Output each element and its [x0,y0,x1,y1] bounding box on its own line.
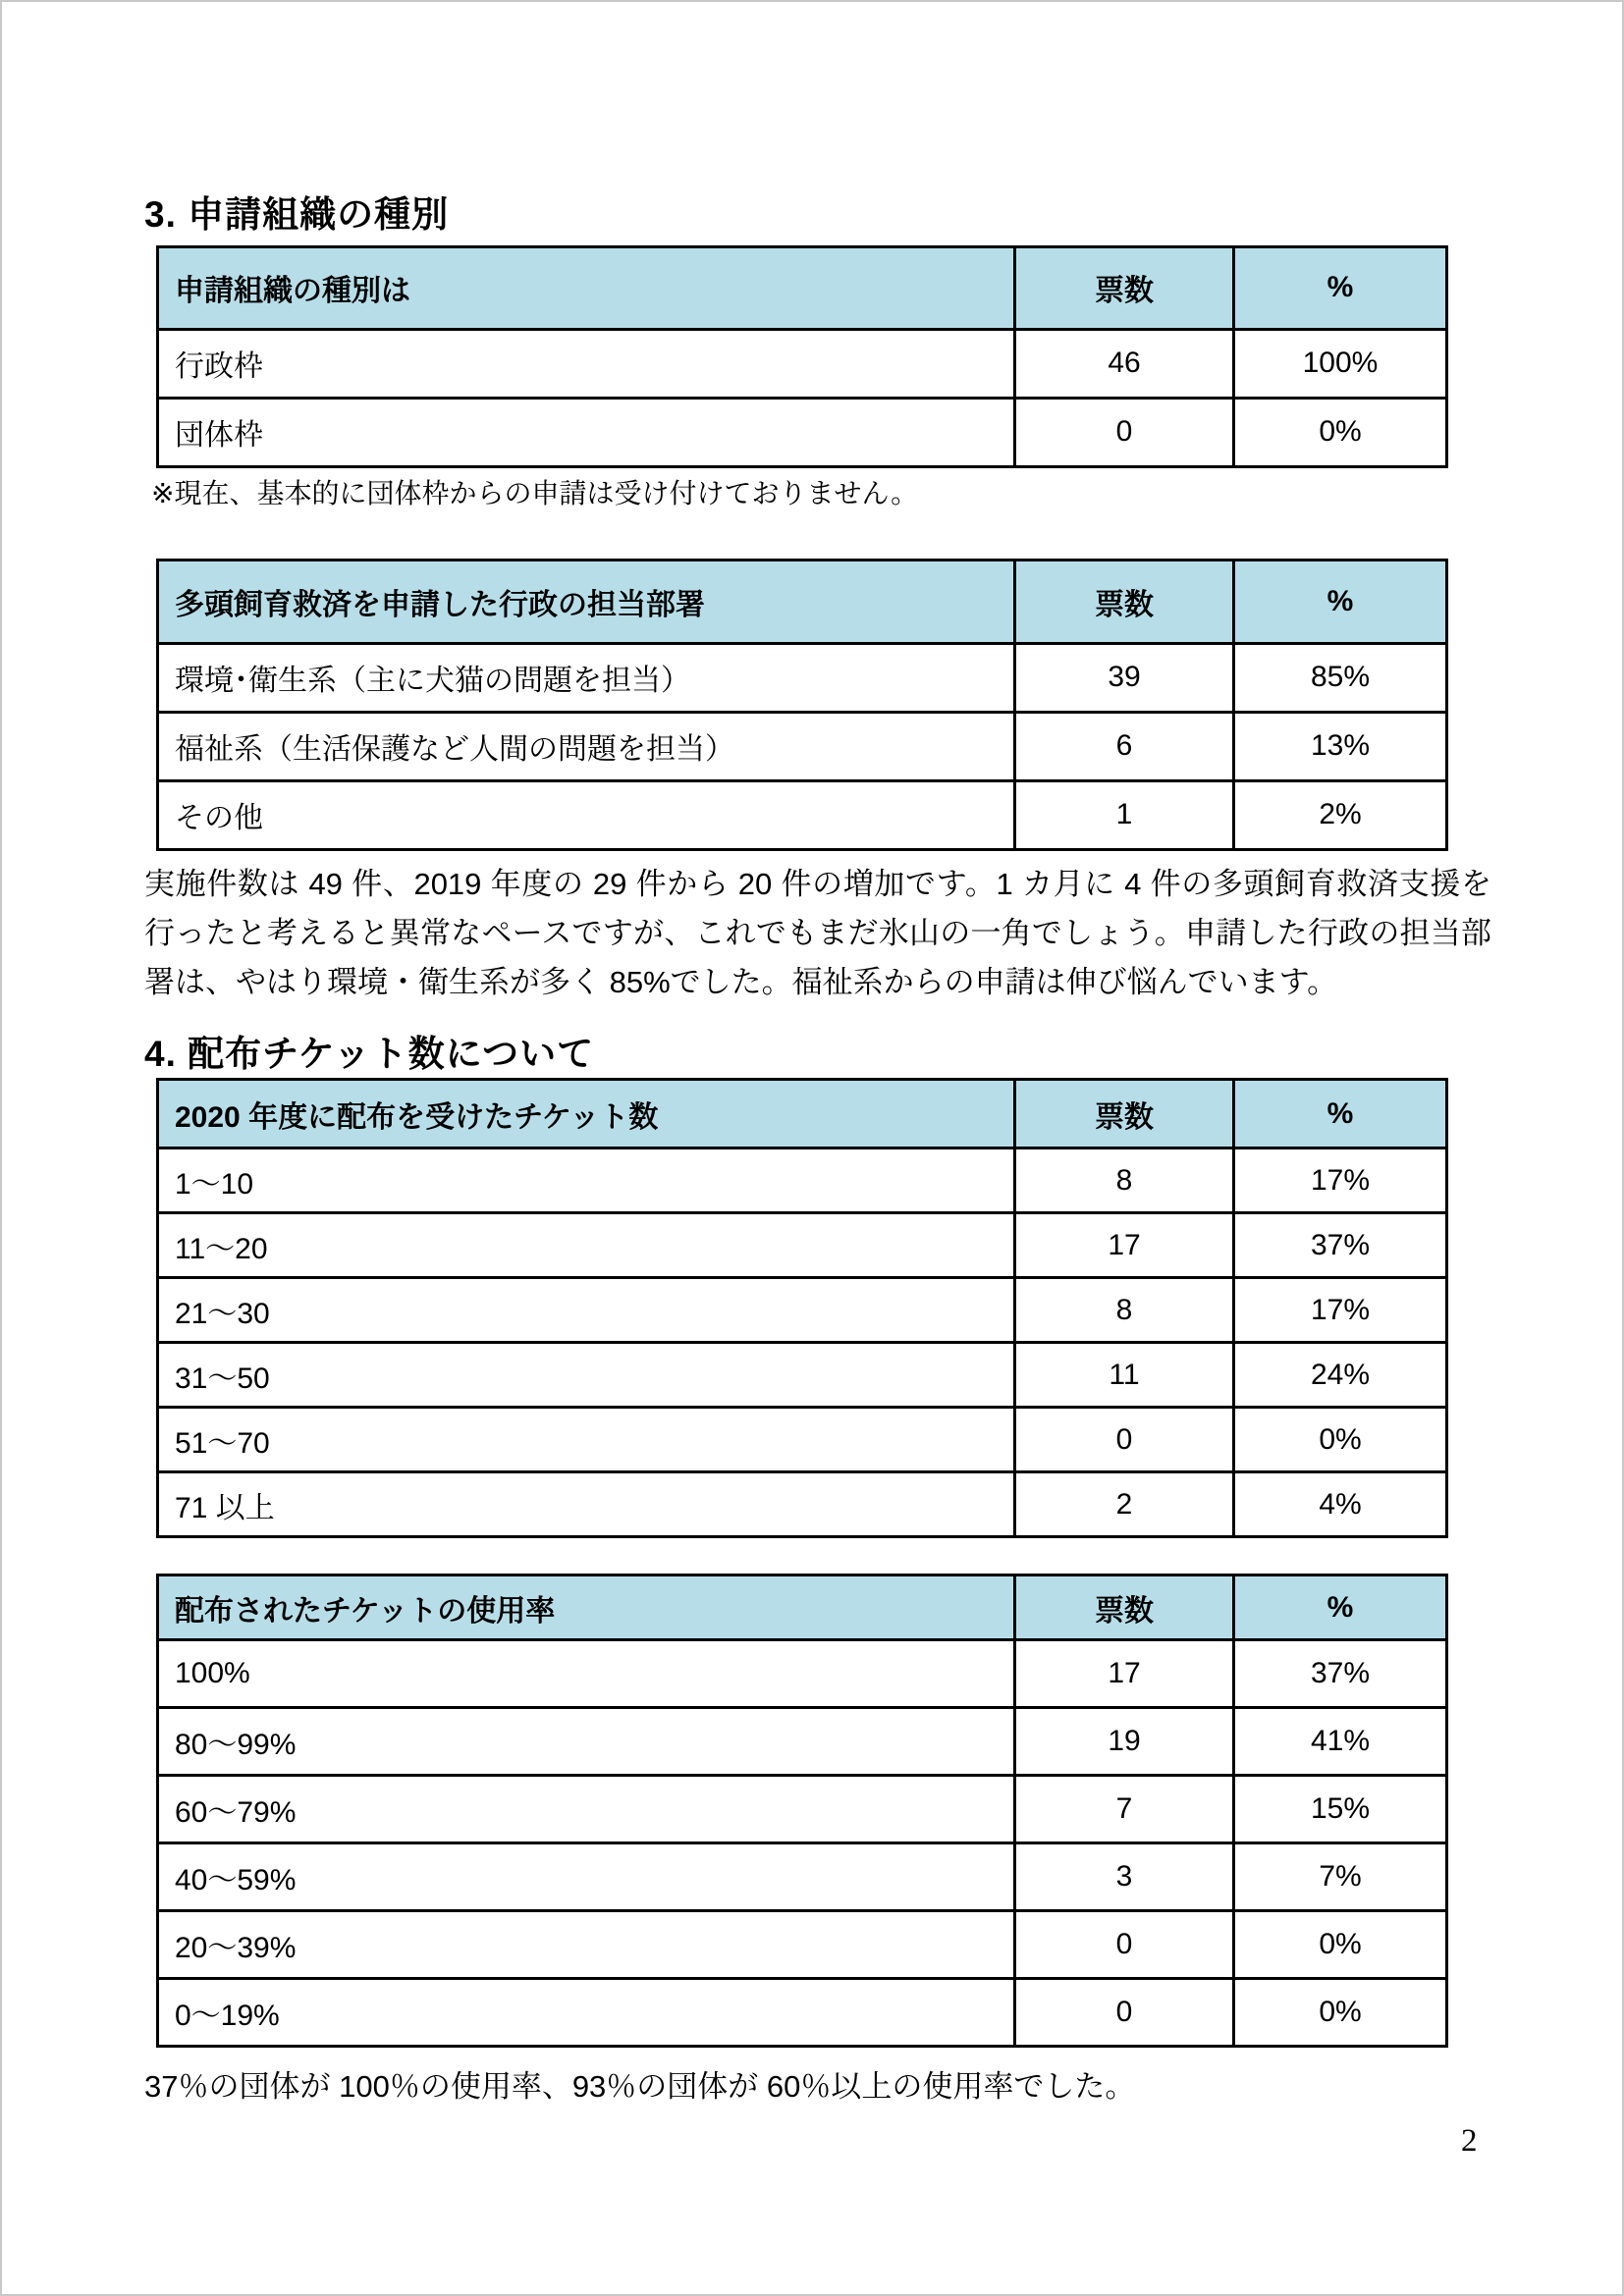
row-label-cell: 21～30 [158,1278,1015,1343]
table-header-row [158,1080,1447,1148]
percent-cell: 0% [1234,1911,1447,1979]
section3-heading: 3. 申請組織の種別 [144,194,450,235]
table-row [158,1408,1447,1472]
votes-cell: 19 [1015,1708,1234,1776]
usage-table [156,1574,1448,2048]
percent-cell: 7% [1234,1843,1447,1911]
row-label-cell: 0～19% [158,1979,1015,2047]
votes-cell: 8 [1015,1278,1234,1343]
department-table-title: 多頭飼育救済を申請した行政の担当部署 [158,560,1015,643]
percent-column-header: % [1234,560,1447,643]
votes-cell: 11 [1015,1343,1234,1408]
percent-cell: 37% [1234,1640,1447,1708]
table-row [158,1640,1447,1708]
table-row [158,1213,1447,1278]
table-row [158,1278,1447,1343]
percent-cell: 100% [1234,329,1447,398]
table-row [158,780,1447,849]
type-table-note: ※現在、基本的に団体枠からの申請は受け付けておりません。 [151,477,919,508]
row-label-cell: 71 以上 [158,1472,1015,1537]
page-number: 2 [1461,2123,1478,2159]
section4-heading: 4. 配布チケット数について [144,1033,595,1074]
percent-cell: 41% [1234,1708,1447,1776]
table-header-row [158,246,1447,329]
department-table [156,559,1448,851]
row-label-cell: その他 [158,780,1015,849]
table-header-row [158,1575,1447,1640]
type-table [156,245,1448,468]
percent-cell: 0% [1234,398,1447,466]
table-row [158,1472,1447,1537]
table-row [158,1343,1447,1408]
row-label-cell: 31～50 [158,1343,1015,1408]
votes-cell: 39 [1015,643,1234,712]
table-row [158,1708,1447,1776]
type-table-title: 申請組織の種別は [158,246,1015,329]
votes-cell: 0 [1015,398,1234,466]
votes-cell: 0 [1015,1979,1234,2047]
row-label-cell: 11～20 [158,1213,1015,1278]
votes-cell: 46 [1015,329,1234,398]
row-label-cell: 福祉系（生活保護など人間の問題を担当） [158,712,1015,780]
row-label-cell: 団体枠 [158,398,1015,466]
row-label-cell: 環境･衛生系（主に犬猫の問題を担当） [158,643,1015,712]
table-row [158,712,1447,780]
row-label-cell: 40～59% [158,1843,1015,1911]
row-label-cell: 51～70 [158,1408,1015,1472]
votes-cell: 6 [1015,712,1234,780]
table-row [158,1148,1447,1213]
percent-cell: 37% [1234,1213,1447,1278]
votes-cell: 8 [1015,1148,1234,1213]
percent-cell: 85% [1234,643,1447,712]
percent-cell: 24% [1234,1343,1447,1408]
votes-cell: 0 [1015,1408,1234,1472]
percent-cell: 0% [1234,1408,1447,1472]
tickets-table [156,1078,1448,1538]
votes-column-header: 票数 [1015,1080,1234,1148]
row-label-cell: 1～10 [158,1148,1015,1213]
votes-cell: 7 [1015,1776,1234,1843]
votes-cell: 2 [1015,1472,1234,1537]
votes-cell: 0 [1015,1911,1234,1979]
votes-column-header: 票数 [1015,246,1234,329]
percent-column-header: % [1234,1080,1447,1148]
row-label-cell: 100% [158,1640,1015,1708]
tickets-table-title: 2020 年度に配布を受けたチケット数 [158,1080,1015,1148]
row-label-cell: 60～79% [158,1776,1015,1843]
percent-column-header: % [1234,1575,1447,1640]
table-header-row [158,560,1447,643]
table-row [158,1911,1447,1979]
percent-cell: 17% [1234,1278,1447,1343]
percent-cell: 15% [1234,1776,1447,1843]
percent-column-header: % [1234,246,1447,329]
votes-cell: 17 [1015,1640,1234,1708]
votes-cell: 3 [1015,1843,1234,1911]
row-label-cell: 20～39% [158,1911,1015,1979]
votes-cell: 17 [1015,1213,1234,1278]
percent-cell: 17% [1234,1148,1447,1213]
row-label-cell: 80～99% [158,1708,1015,1776]
section4-conclusion: 37％の団体が 100％の使用率、93％の団体が 60％以上の使用率でした。 [144,2069,1136,2105]
table-row [158,1843,1447,1911]
votes-column-header: 票数 [1015,560,1234,643]
table-row [158,329,1447,398]
votes-cell: 1 [1015,780,1234,849]
table-row [158,643,1447,712]
table-row [158,1776,1447,1843]
percent-cell: 2% [1234,780,1447,849]
percent-cell: 13% [1234,712,1447,780]
usage-table-title: 配布されたチケットの使用率 [158,1575,1015,1640]
votes-column-header: 票数 [1015,1575,1234,1640]
percent-cell: 0% [1234,1979,1447,2047]
table-row [158,398,1447,466]
percent-cell: 4% [1234,1472,1447,1537]
section3-paragraph: 実施件数は 49 件、2019 年度の 29 件から 20 件の増加です。1 カ月に 4 件の多頭飼育救済支援を行ったと考えると異常なペースですが、これでもまだ氷山の一角でしょう。申請した行政の担当部署は、やはり環境・衛生系が多く 85%でした。福祉系からの申請は伸び悩んでいます。 [144,866,1491,999]
table-row [158,1979,1447,2047]
row-label-cell: 行政枠 [158,329,1015,398]
